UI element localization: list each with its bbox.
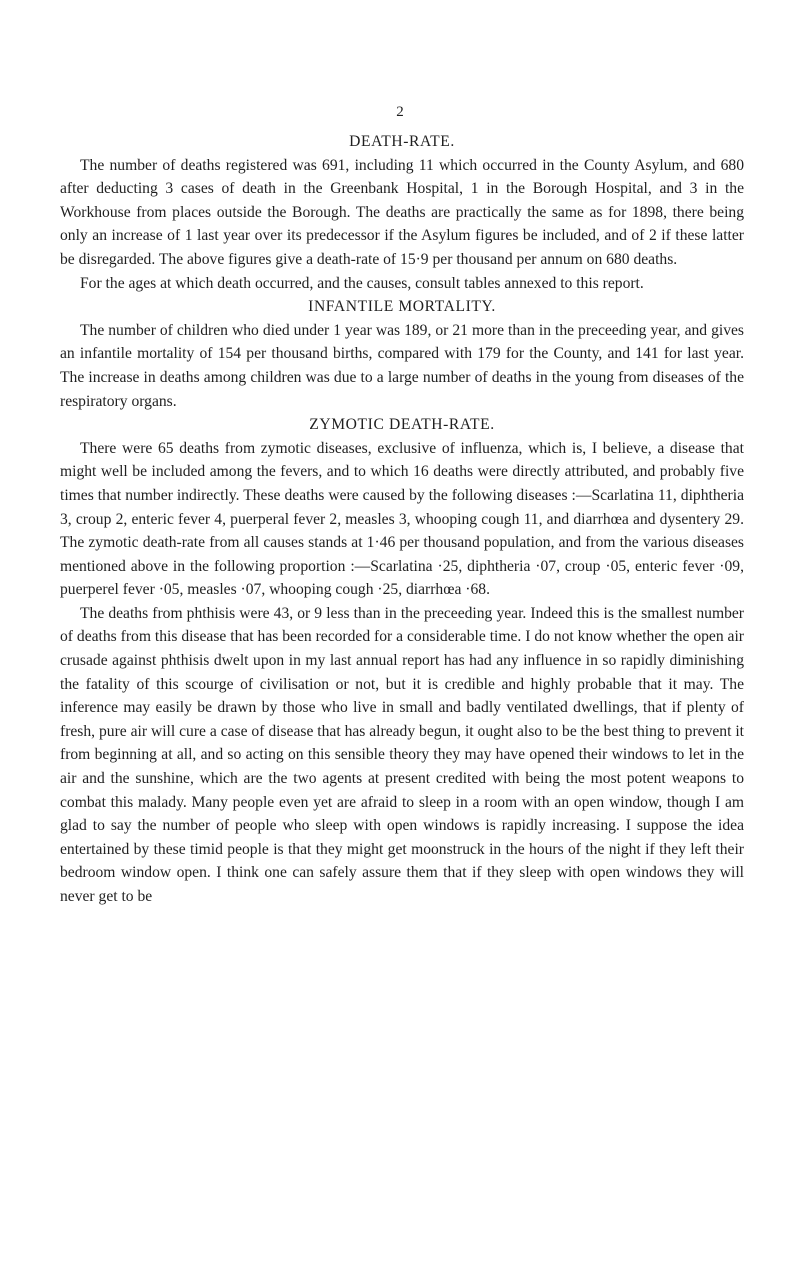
section-heading-infantile-mortality: INFANTILE MORTALITY. — [308, 298, 496, 316]
page-number: 2 — [396, 104, 404, 120]
section-heading-zymotic-death-rate: ZYMOTIC DEATH-RATE. — [309, 416, 495, 434]
paragraph: The deaths from phthisis were 43, or 9 less than in the preceeding year. Indeed this is the smallest number of deaths from this disease that has been recorded for a considerable time. I do not know whether the open air crusade against phthisis dwelt upon in my last annual report has had any influence in so rapidly diminishing the fatality of this scourge of civilisation or not, but it is credible and highly probable that it may. The inference may easily be drawn by those who live in small and badly ventilated dwellings, that if plenty of fresh, pure air will cure a case of disease that has already begun, it ought also to be the best thing to prevent it from beginning at all, and so acting on this sensible theory they may have opened their windows to let in the air and the sunshine, which are the two agents at present credited with being the most potent weapons to combat this malady. Many people even yet are afraid to sleep in a room with an open window, though I am glad to say the number of people who sleep with open windows is rapidly increasing. I suppose the idea entertained by these timid people is that they might get moonstruck in the hours of the night if they left their bedroom window open. I think one can safely assure them that if they sleep with open windows they will never get to be — [60, 604, 744, 905]
paragraph: For the ages at which death occurred, and the causes, consult tables annexed to this report. — [80, 274, 644, 292]
document-body — [60, 105, 744, 909]
paragraph: The number of deaths registered was 691, including 11 which occurred in the County Asylum, and 680 after deducting 3 cases of death in the Greenbank Hospital, 1 in the Borough Hospital, and 3 in the Workhouse from places outside the Borough. The deaths are practically the same as for 1898, there being only an increase of 1 last year over its predecessor if the Asylum figures be included, and of 2 if these latter be disregarded. The above figures give a death-rate of 15·9 per thousand per annum on 680 deaths. — [60, 156, 744, 268]
paragraph: There were 65 deaths from zymotic diseases, exclusive of influenza, which is, I believe, a disease that might well be included among the fevers, and to which 16 deaths were directly attributed, and probably five times that number indirectly. These deaths were caused by the following diseases :—Scarlatina 11, diphtheria 3, croup 2, enteric fever 4, puerperal fever 2, measles 3, whooping cough 11, and diarrhœa and dysentery 29. The zymotic death-rate from all causes stands at 1·46 per thousand population, and from the various diseases mentioned above in the following proportion :—Scarlatina ·25, diphtheria ·07, croup ·05, enteric fever ·09, puerperel fever ·05, measles ·07, whooping cough ·25, diarrhœa ·68. — [60, 439, 744, 599]
section-heading-death-rate: DEATH-RATE. — [349, 133, 455, 150]
paragraph: The number of children who died under 1 year was 189, or 21 more than in the preceeding year, and gives an infantile mortality of 154 per thousand births, compared with 179 for the County, and 141 for last year. The increase in deaths among children was due to a large number of deaths in the young from diseases of the respiratory organs. — [60, 321, 744, 410]
